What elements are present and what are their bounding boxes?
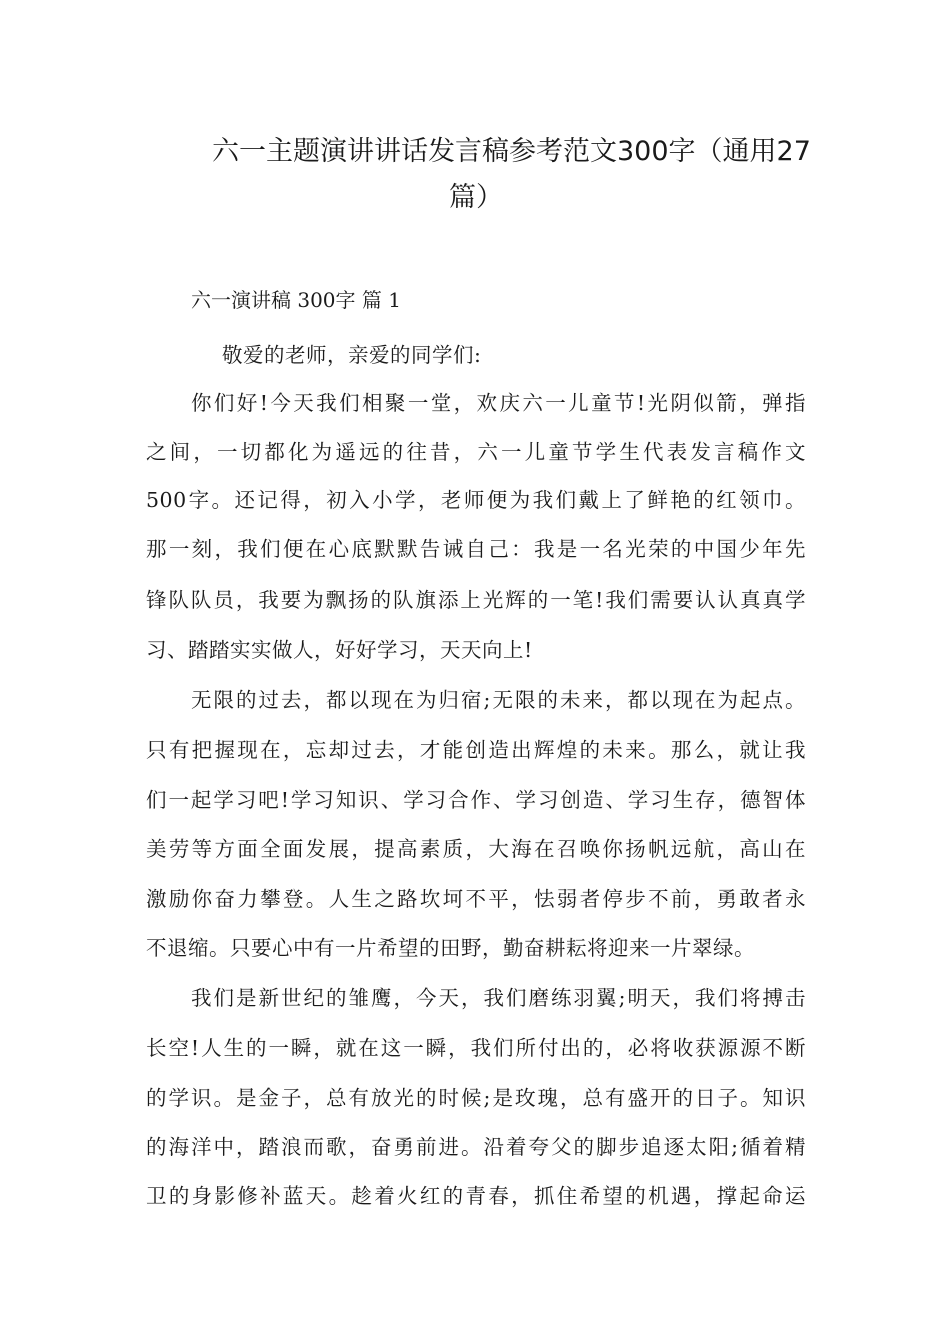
document-title-line-1: 六一主题演讲讲话发言稿参考范文300字（通用27 (212, 136, 811, 167)
paragraph-line: 那一刻，我们便在心底默默告诫自己：我是一名光荣的中国少年先 (146, 537, 806, 561)
paragraph-line: 500字。还记得，初入小学，老师便为我们戴上了鲜艳的红领巾。 (146, 488, 806, 512)
paragraph-line: 的海洋中，踏浪而歌，奋勇前进。沿着夸父的脚步追逐太阳;循着精 (146, 1135, 806, 1159)
paragraph-line: 只有把握现在，忘却过去，才能创造出辉煌的未来。那么，就让我 (146, 738, 806, 762)
document-title-line-2: 篇） (449, 182, 503, 213)
paragraph-line: 卫的身影修补蓝天。趁着火红的青春，抓住希望的机遇，撑起命运 (146, 1184, 806, 1208)
paragraph-line: 我们是新世纪的雏鹰，今天，我们磨练羽翼;明天，我们将搏击 (191, 986, 806, 1010)
paragraph-line: 激励你奋力攀登。人生之路坎坷不平，怯弱者停步不前，勇敢者永 (146, 887, 806, 911)
salutation-line: 敬爱的老师，亲爱的同学们: (222, 343, 482, 367)
paragraph-line: 无限的过去，都以现在为归宿;无限的未来，都以现在为起点。 (191, 688, 806, 712)
paragraph-line: 美劳等方面全面发展，提高素质，大海在召唤你扬帆远航，高山在 (146, 837, 806, 861)
paragraph-line: 不退缩。只要心中有一片希望的田野，勤奋耕耘将迎来一片翠绿。 (146, 936, 755, 960)
paragraph-line: 锋队队员，我要为飘扬的队旗添上光辉的一笔!我们需要认认真真学 (146, 588, 806, 612)
paragraph-line: 长空!人生的一瞬，就在这一瞬，我们所付出的，必将收获源源不断 (146, 1036, 806, 1060)
section-heading: 六一演讲稿 300字 篇 1 (191, 288, 401, 312)
paragraph-line: 之间，一切都化为遥远的往昔，六一儿童节学生代表发言稿作文 (146, 440, 806, 464)
paragraph-line: 们一起学习吧!学习知识、学习合作、学习创造、学习生存，德智体 (146, 788, 806, 812)
paragraph-line: 你们好!今天我们相聚一堂，欢庆六一儿童节!光阴似箭，弹指 (191, 391, 806, 415)
paragraph-line: 的学识。是金子，总有放光的时候;是玫瑰，总有盛开的日子。知识 (146, 1086, 806, 1110)
paragraph-line: 习、踏踏实实做人，好好学习，天天向上! (146, 638, 533, 662)
